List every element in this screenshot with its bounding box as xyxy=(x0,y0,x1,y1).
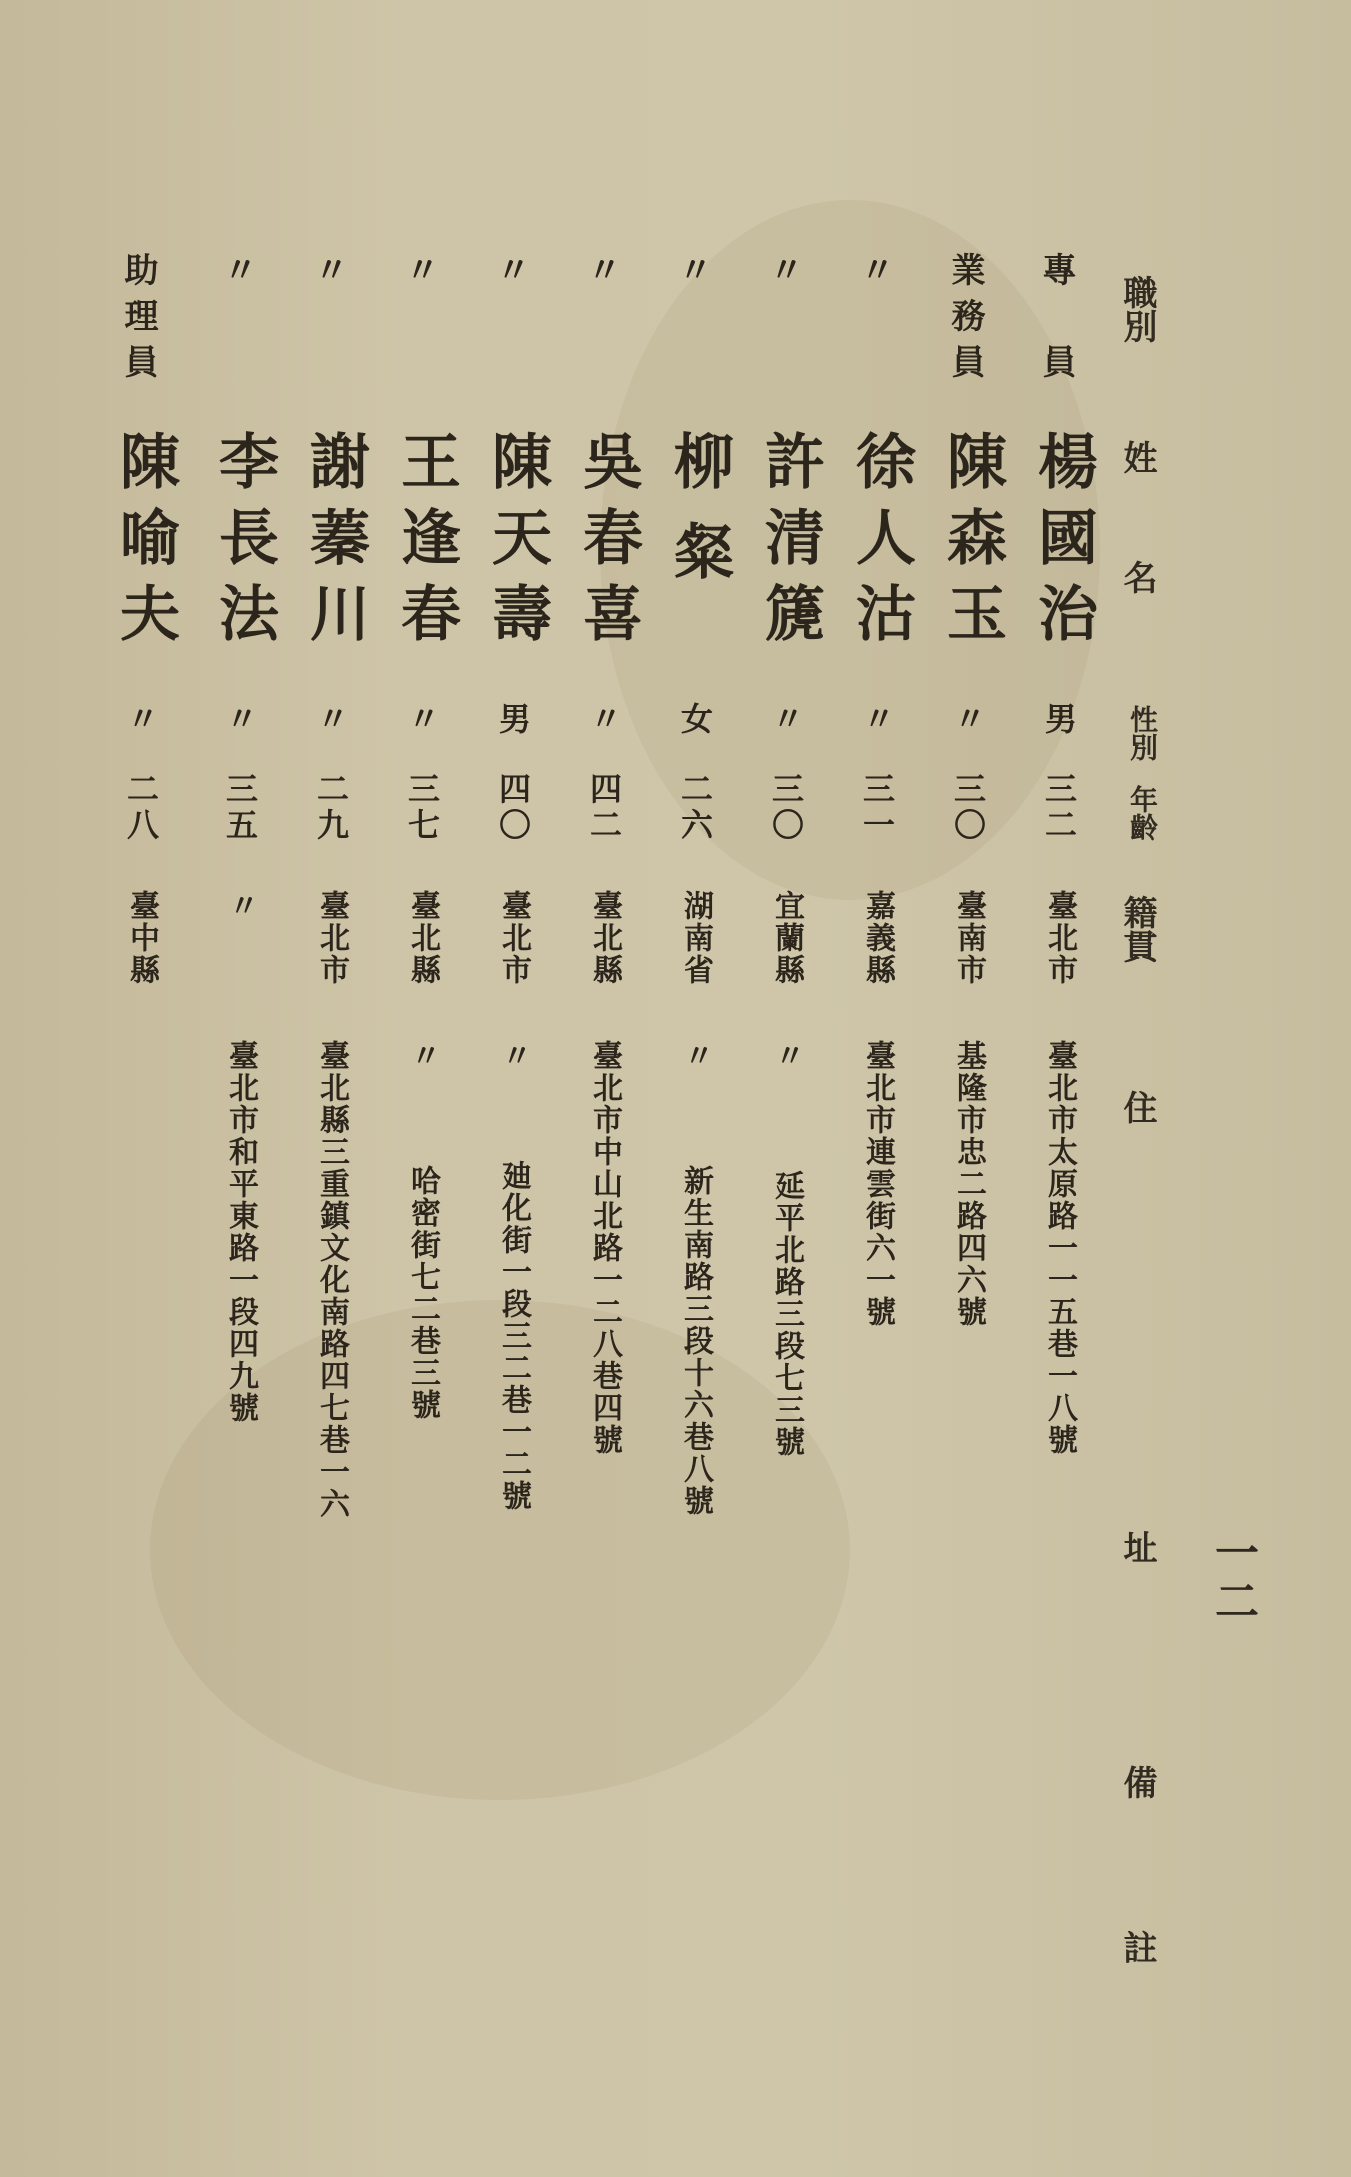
table-row xyxy=(563,0,643,2177)
native-cell: 臺北市 xyxy=(314,890,349,986)
native-cell: 宜蘭縣 xyxy=(769,890,804,986)
age-cell: 三七 xyxy=(403,772,441,844)
page-number: 一二 xyxy=(1207,1530,1258,1626)
header-sex: 性別 xyxy=(1126,705,1159,761)
title-cell: 〃 xyxy=(308,252,348,286)
native-cell: 臺南市 xyxy=(951,890,986,986)
address-ditto-cell: 〃 xyxy=(496,1040,531,1072)
name-cell: 吳春喜 xyxy=(573,430,643,658)
header-age: 年齡 xyxy=(1126,785,1159,841)
header-address-1: 住 xyxy=(1117,1090,1157,1124)
address-cell: 臺北縣三重鎮文化南路四七巷一六 xyxy=(314,1040,349,1520)
age-cell: 二六 xyxy=(676,772,714,844)
name-cell: 徐人沽 xyxy=(846,430,916,658)
address-ditto-cell: 〃 xyxy=(769,1040,804,1072)
native-cell: 臺北市 xyxy=(1042,890,1077,986)
address-cell: 臺北市連雲街六一號 xyxy=(860,1040,895,1328)
table-row xyxy=(100,0,180,2177)
age-cell: 四二 xyxy=(585,772,623,844)
table-row xyxy=(927,0,1007,2177)
native-cell: 〃 xyxy=(223,890,258,920)
native-cell: 臺北市 xyxy=(496,890,531,986)
sex-cell: 男 xyxy=(1040,702,1078,734)
header-remarks-2: 註 xyxy=(1117,1930,1157,1964)
sex-cell: 〃 xyxy=(221,702,259,734)
age-cell: 三〇 xyxy=(949,772,987,844)
table-row xyxy=(745,0,825,2177)
title-cell: 〃 xyxy=(581,252,621,286)
title-cell: 〃 xyxy=(763,252,803,286)
age-cell: 二八 xyxy=(122,772,160,844)
age-cell: 三〇 xyxy=(767,772,805,844)
address-cell: 臺北市中山北路一二八巷四號 xyxy=(587,1040,622,1456)
native-cell: 嘉義縣 xyxy=(860,890,895,986)
header-remarks-1: 備 xyxy=(1117,1765,1157,1799)
address-cell: 基隆市忠二路四六號 xyxy=(951,1040,986,1328)
table-row xyxy=(381,0,461,2177)
header-name-1: 姓 xyxy=(1117,440,1157,474)
name-cell: 柳粲 xyxy=(664,430,734,610)
native-cell: 臺北縣 xyxy=(587,890,622,986)
name-cell: 楊國治 xyxy=(1028,430,1098,658)
age-cell: 三一 xyxy=(858,772,896,844)
sex-cell: 〃 xyxy=(403,702,441,734)
title-cell: 〃 xyxy=(672,252,712,286)
header-address-2: 址 xyxy=(1117,1530,1157,1564)
address-cell: 臺北市太原路一一五巷一八號 xyxy=(1042,1040,1077,1456)
age-cell: 三二 xyxy=(1040,772,1078,844)
age-cell: 二九 xyxy=(312,772,350,844)
native-cell: 臺中縣 xyxy=(124,890,159,986)
table-row xyxy=(472,0,552,2177)
address-cell: 哈密街七二巷三號 xyxy=(405,1165,440,1421)
sex-cell: 〃 xyxy=(585,702,623,734)
name-cell: 許清篪 xyxy=(755,430,825,658)
title-cell: 〃 xyxy=(399,252,439,286)
header-native: 籍貫 xyxy=(1117,895,1157,963)
sex-cell: 女 xyxy=(676,702,714,734)
title-cell: 〃 xyxy=(490,252,530,286)
address-ditto-cell: 〃 xyxy=(678,1040,713,1072)
title-cell: 〃 xyxy=(854,252,894,286)
header-name-2: 名 xyxy=(1117,560,1157,594)
table-row xyxy=(1018,0,1098,2177)
name-cell: 謝蓁川 xyxy=(300,430,370,658)
header-title: 職別 xyxy=(1117,275,1157,343)
address-cell: 新生南路三段十六巷八號 xyxy=(678,1165,713,1517)
address-ditto-cell: 〃 xyxy=(405,1040,440,1072)
name-cell: 王逢春 xyxy=(391,430,461,658)
sex-cell: 〃 xyxy=(312,702,350,734)
address-cell: 廸化街一段三二巷一二號 xyxy=(496,1160,531,1512)
table-row xyxy=(654,0,734,2177)
name-cell: 李長法 xyxy=(209,430,279,658)
table-row xyxy=(290,0,370,2177)
sex-cell: 〃 xyxy=(122,702,160,734)
title-cell: 助理員 xyxy=(118,252,158,390)
table-row xyxy=(199,0,279,2177)
name-cell: 陳喻夫 xyxy=(110,430,180,658)
address-cell: 臺北市和平東路一段四九號 xyxy=(223,1040,258,1424)
sex-cell: 男 xyxy=(494,702,532,734)
native-cell: 湖南省 xyxy=(678,890,713,986)
name-cell: 陳天壽 xyxy=(482,430,552,658)
native-cell: 臺北縣 xyxy=(405,890,440,986)
sex-cell: 〃 xyxy=(949,702,987,734)
sex-cell: 〃 xyxy=(767,702,805,734)
table-row xyxy=(836,0,916,2177)
sex-cell: 〃 xyxy=(858,702,896,734)
address-cell: 延平北路三段七三號 xyxy=(769,1170,804,1458)
title-cell: 專 員 xyxy=(1036,252,1076,390)
name-cell: 陳森玉 xyxy=(937,430,1007,658)
title-cell: 〃 xyxy=(217,252,257,286)
age-cell: 四〇 xyxy=(494,772,532,844)
age-cell: 三五 xyxy=(221,772,259,844)
title-cell: 業務員 xyxy=(945,252,985,390)
